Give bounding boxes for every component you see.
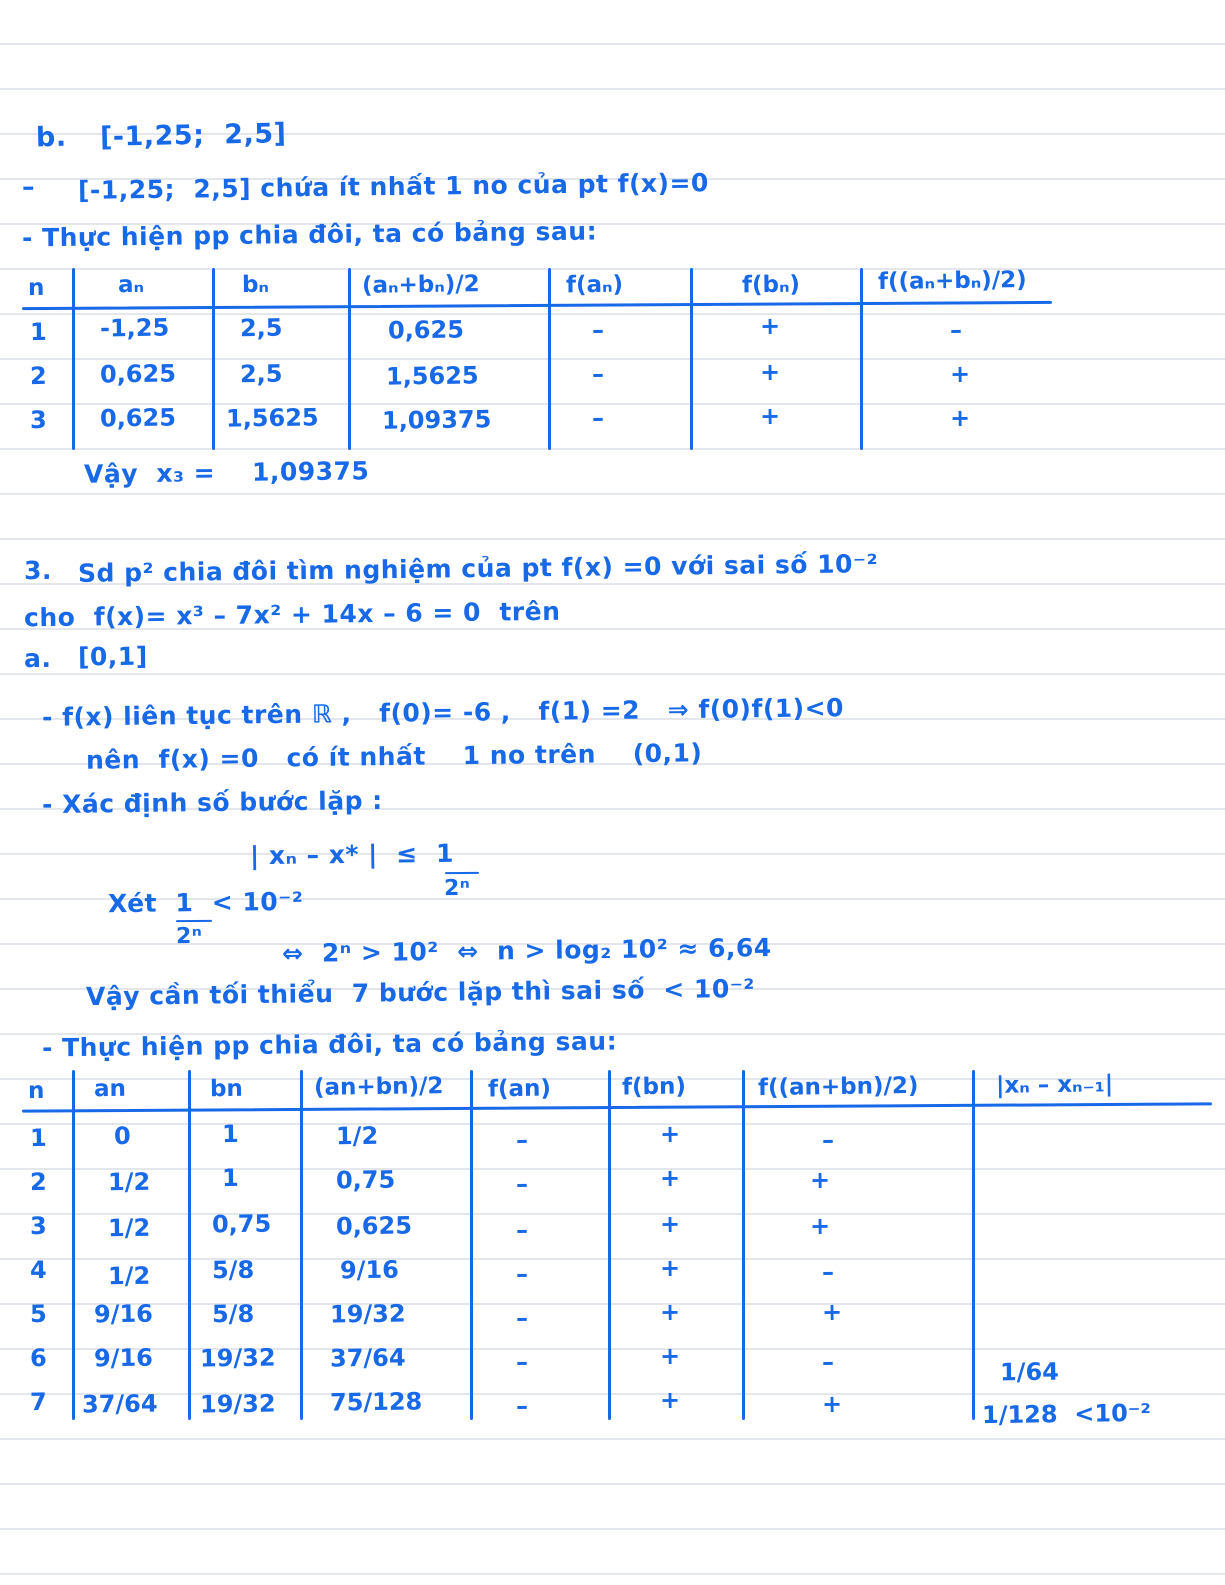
table-a-cell: 1/2 bbox=[107, 1261, 151, 1291]
table-a-cell: – bbox=[515, 1347, 529, 1377]
table-a-vrule-5 bbox=[608, 1070, 611, 1420]
table-a-cell: 37/64 bbox=[81, 1389, 158, 1419]
table-a-cell: 1/2 bbox=[335, 1121, 379, 1151]
table-a-cell: 9/16 bbox=[339, 1255, 400, 1285]
table-a-cell: 4 bbox=[29, 1255, 47, 1285]
table-b-vrule-5 bbox=[690, 268, 693, 450]
table-a-cell: 37/64 bbox=[329, 1343, 406, 1373]
problem3-line1: Sd p² chia đôi tìm nghiệm của pt f(x) =0 với sai số 10⁻² bbox=[77, 549, 879, 588]
table-b-cell: – bbox=[591, 315, 605, 345]
section-b-line2: - Thực hiện pp chia đôi, ta có bảng sau: bbox=[21, 216, 598, 253]
table-a-vrule-2 bbox=[188, 1070, 191, 1420]
table-b-vrule-2 bbox=[212, 268, 215, 450]
table-b-header-cell: bₙ bbox=[241, 271, 270, 299]
table-b-header-cell: n bbox=[27, 274, 45, 302]
table-a-vrule-7 bbox=[972, 1070, 975, 1420]
table-a-header-cell: bn bbox=[209, 1075, 244, 1103]
table-a-cell: 1 bbox=[221, 1119, 239, 1149]
table-b-cell: + bbox=[949, 359, 971, 389]
table-b-cell: + bbox=[759, 357, 781, 387]
table-a-cell: 19/32 bbox=[199, 1343, 276, 1373]
table-a-vrule-3 bbox=[300, 1070, 303, 1420]
table-a-cell: 9/16 bbox=[93, 1343, 154, 1373]
table-a-cell: – bbox=[515, 1303, 529, 1333]
table-a-vrule-6 bbox=[742, 1070, 745, 1420]
table-a-cell: – bbox=[821, 1257, 835, 1287]
problem3-label: 3. bbox=[23, 555, 53, 586]
table-a-header-cell: f(bn) bbox=[621, 1073, 687, 1101]
table-b-cell: 2,5 bbox=[239, 359, 283, 389]
table-a-header-cell: f(an) bbox=[487, 1075, 552, 1103]
table-a-cell: + bbox=[659, 1163, 681, 1193]
table-b-cell: – bbox=[591, 359, 605, 389]
section-a-formula1: | xₙ – x* | ≤ 1 bbox=[249, 838, 455, 871]
table-a-header-cell: |xₙ – xₙ₋₁| bbox=[995, 1071, 1114, 1099]
table-b-cell: 1,5625 bbox=[385, 361, 479, 391]
table-a-cell: 0 bbox=[113, 1121, 131, 1151]
table-a-header-rule bbox=[22, 1102, 1212, 1112]
table-a-vrule-1 bbox=[72, 1070, 75, 1420]
table-a-cell: + bbox=[659, 1297, 681, 1327]
table-a-cell: 2 bbox=[29, 1167, 47, 1197]
table-b-cell: 0,625 bbox=[387, 315, 465, 345]
table-b-cell: 3 bbox=[29, 405, 47, 435]
table-b-header-cell: (aₙ+bₙ)/2 bbox=[361, 271, 480, 299]
table-a-cell: + bbox=[809, 1165, 831, 1195]
table-b-cell: – bbox=[949, 315, 963, 345]
table-b-cell: -1,25 bbox=[99, 313, 170, 343]
section-b-line1: [-1,25; 2,5] chứa ít nhất 1 no của pt f(x)=0 bbox=[77, 168, 710, 205]
section-b-label: b. bbox=[35, 121, 67, 154]
table-a-cell: 0,75 bbox=[211, 1209, 272, 1239]
table-a-cell: + bbox=[659, 1253, 681, 1283]
table-a-cell: 5/8 bbox=[211, 1299, 255, 1329]
table-a-cell: – bbox=[515, 1125, 529, 1155]
table-b-header-cell: f((aₙ+bₙ)/2) bbox=[877, 266, 1027, 296]
section-a-line4: Vậy cần tối thiểu 7 bước lặp thì sai số < 10⁻² bbox=[85, 973, 756, 1012]
table-b-vrule-1 bbox=[72, 268, 75, 450]
table-b-vrule-4 bbox=[548, 268, 551, 450]
table-a-cell: – bbox=[515, 1215, 529, 1245]
section-a-line2: nên f(x) =0 có ít nhất 1 no trên (0,1) bbox=[85, 738, 703, 775]
table-b-cell: 2,5 bbox=[239, 313, 283, 343]
table-a-cell: 9/16 bbox=[93, 1299, 154, 1329]
table-a-cell: + bbox=[659, 1209, 681, 1239]
table-a-cell: + bbox=[659, 1341, 681, 1371]
table-b-cell: 1,09375 bbox=[381, 405, 492, 435]
section-a-formula3: ⇔ 2ⁿ > 10² ⇔ n > log₂ 10² ≈ 6,64 bbox=[281, 933, 772, 968]
table-a-cell: 1 bbox=[221, 1163, 239, 1193]
section-b-interval: [-1,25; 2,5] bbox=[99, 118, 287, 153]
table-a-cell: – bbox=[515, 1169, 529, 1199]
table-a-cell: 1/128 <10⁻² bbox=[981, 1398, 1152, 1430]
table-a-cell: 0,75 bbox=[335, 1165, 396, 1195]
table-a-cell: + bbox=[821, 1297, 843, 1327]
table-b-header-cell: aₙ bbox=[117, 271, 145, 299]
table-b-cell: 1 bbox=[29, 317, 47, 347]
table-a-cell: 5 bbox=[29, 1299, 47, 1329]
section-a-formula2: Xét 1 < 10⁻² bbox=[107, 886, 304, 919]
section-a-formula1-denominator: 2ⁿ bbox=[443, 875, 471, 902]
table-b-cell: 0,625 bbox=[99, 403, 177, 433]
section-a-formula2-denominator: 2ⁿ bbox=[175, 923, 203, 950]
table-b-cell: 1,5625 bbox=[225, 403, 319, 433]
table-b-cell: 2 bbox=[29, 361, 47, 391]
table-a-cell: 1 bbox=[29, 1123, 47, 1153]
table-a-cell: 75/128 bbox=[329, 1387, 423, 1417]
table-a-header-cell: n bbox=[27, 1077, 45, 1105]
table-b-cell: – bbox=[591, 403, 605, 433]
table-a-cell: – bbox=[515, 1391, 529, 1421]
table-a-cell: 7 bbox=[29, 1387, 47, 1417]
table-a-cell: 6 bbox=[29, 1343, 47, 1373]
table-a-cell: 0,625 bbox=[335, 1211, 413, 1241]
table-a-cell: + bbox=[659, 1385, 681, 1415]
section-a-line5: - Thực hiện pp chia đôi, ta có bảng sau: bbox=[41, 1026, 618, 1063]
table-a-header-cell: an bbox=[93, 1075, 127, 1103]
section-a-line3: - Xác định số bước lặp : bbox=[41, 785, 383, 820]
table-a-cell: + bbox=[809, 1211, 831, 1241]
table-b-cell: + bbox=[759, 401, 781, 431]
table-a-cell: 1/2 bbox=[107, 1213, 151, 1243]
section-a-interval: [0,1] bbox=[77, 641, 148, 672]
table-a-cell: + bbox=[821, 1389, 843, 1419]
table-b-cell: 0,625 bbox=[99, 359, 177, 389]
table-b-header-cell: f(aₙ) bbox=[565, 271, 624, 299]
section-b-conclusion: Vậy x₃ = 1,09375 bbox=[83, 456, 370, 489]
table-a-cell: + bbox=[659, 1119, 681, 1149]
section-a-line1: - f(x) liên tục trên ℝ , f(0)= -6 , f(1) =2 ⇒ f(0)f(1)<0 bbox=[41, 693, 845, 732]
table-b-cell: + bbox=[949, 403, 971, 433]
table-a-vrule-4 bbox=[470, 1070, 473, 1420]
section-b-line1-dash: – bbox=[21, 171, 36, 202]
table-a-cell: 19/32 bbox=[329, 1299, 406, 1329]
table-a-cell: 1/2 bbox=[107, 1167, 151, 1197]
section-a-label: a. bbox=[23, 643, 52, 674]
fraction-bar-1 bbox=[445, 872, 479, 874]
table-a-cell: – bbox=[821, 1125, 835, 1155]
table-b-vrule-3 bbox=[348, 268, 351, 450]
table-a-cell: 1/64 bbox=[999, 1357, 1060, 1387]
table-b-vrule-6 bbox=[860, 268, 863, 450]
table-a-header-cell: (an+bn)/2 bbox=[313, 1073, 444, 1101]
fraction-bar-2 bbox=[176, 920, 212, 922]
table-a-cell: – bbox=[515, 1259, 529, 1289]
table-a-cell: 19/32 bbox=[199, 1389, 276, 1419]
table-b-cell: + bbox=[759, 311, 781, 341]
table-b-header-cell: f(bₙ) bbox=[741, 271, 801, 299]
table-a-cell: 3 bbox=[29, 1211, 47, 1241]
table-a-header-cell: f((an+bn)/2) bbox=[757, 1072, 919, 1102]
table-a-cell: – bbox=[821, 1347, 835, 1377]
problem3-line2: cho f(x)= x³ – 7x² + 14x – 6 = 0 trên bbox=[23, 596, 561, 633]
table-a-cell: 5/8 bbox=[211, 1255, 255, 1285]
table-b-header-rule bbox=[22, 301, 1052, 310]
